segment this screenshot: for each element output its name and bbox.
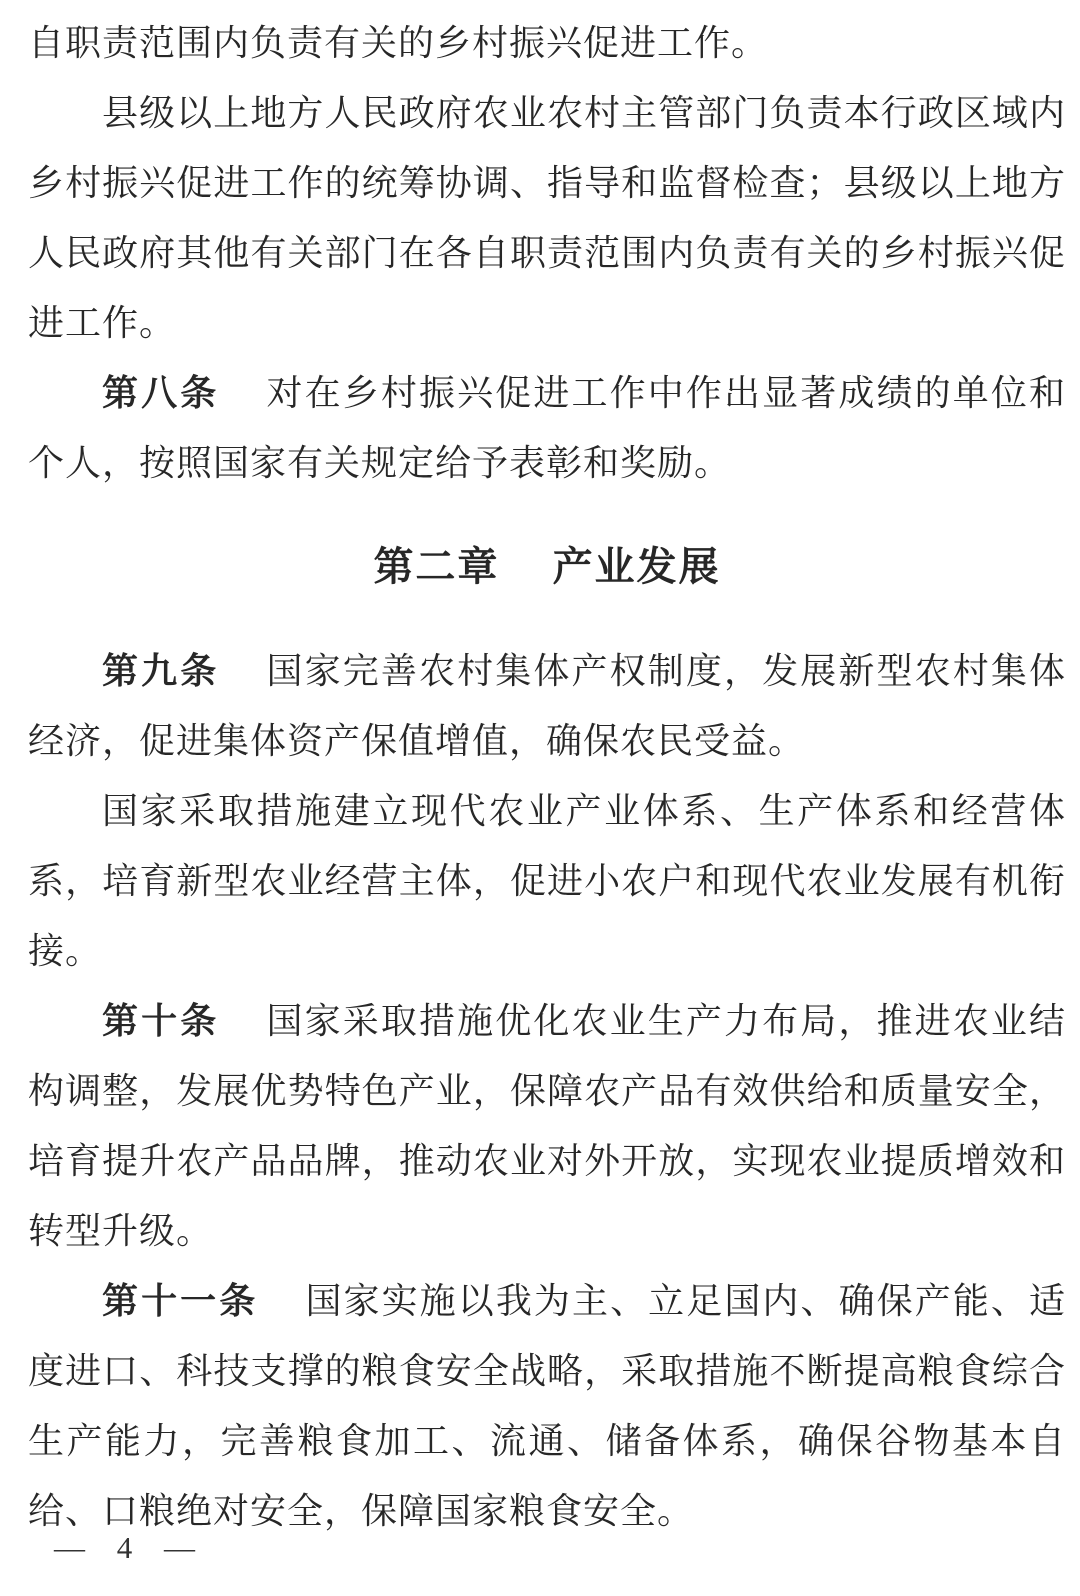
paragraph-continuation bbox=[28, 8, 1066, 78]
page-number-footer: — 4 — bbox=[54, 1530, 207, 1565]
article-number-label: 第九条 bbox=[102, 650, 220, 691]
article-number-label: 第十条 bbox=[102, 1000, 220, 1041]
document-page bbox=[28, 8, 1066, 1546]
paragraph-text: 国家采取措施建立现代农业产业体系、生产体系和经营体系，培育新型农业经营主体，促进小农户和现代农业发展有机衔接。 bbox=[28, 791, 1066, 971]
article-paragraph-9 bbox=[28, 636, 1066, 776]
chapter-number-label: 第二章 bbox=[373, 545, 500, 589]
article-text: 国家实施以我为主、立足国内、确保产能、适度进口、科技支撑的粮食安全战略，采取措施不断提高粮食综合生产能力，完善粮食加工、流通、储备体系，确保谷物基本自给、口粮绝对安全，保障国家粮食安全。 bbox=[28, 1281, 1066, 1531]
article-text: 国家采取措施优化农业生产力布局，推进农业结构调整，发展优势特色产业，保障农产品有效供给和质量安全，培育提升农产品品牌，推动农业对外开放，实现农业提质增效和转型升级。 bbox=[28, 1001, 1066, 1251]
article-paragraph-10 bbox=[28, 986, 1066, 1266]
paragraph bbox=[28, 776, 1066, 986]
paragraph bbox=[28, 78, 1066, 358]
chapter-heading bbox=[28, 532, 1066, 602]
article-text: 国家完善农村集体产权制度，发展新型农村集体经济，促进集体资产保值增值，确保农民受益。 bbox=[28, 651, 1066, 761]
article-text: 对在乡村振兴促进工作中作出显著成绩的单位和个人，按照国家有关规定给予表彰和奖励。 bbox=[28, 373, 1066, 483]
article-paragraph-8 bbox=[28, 358, 1066, 498]
chapter-title: 产业发展 bbox=[552, 545, 721, 589]
article-paragraph-11 bbox=[28, 1266, 1066, 1546]
paragraph-text: 自职责范围内负责有关的乡村振兴促进工作。 bbox=[28, 23, 769, 63]
paragraph-text: 县级以上地方人民政府农业农村主管部门负责本行政区域内乡村振兴促进工作的统筹协调、指导和监督检查；县级以上地方人民政府其他有关部门在各自职责范围内负责有关的乡村振兴促进工作。 bbox=[28, 93, 1066, 343]
article-number-label: 第八条 bbox=[102, 372, 220, 413]
article-number-label: 第十一条 bbox=[102, 1280, 259, 1321]
